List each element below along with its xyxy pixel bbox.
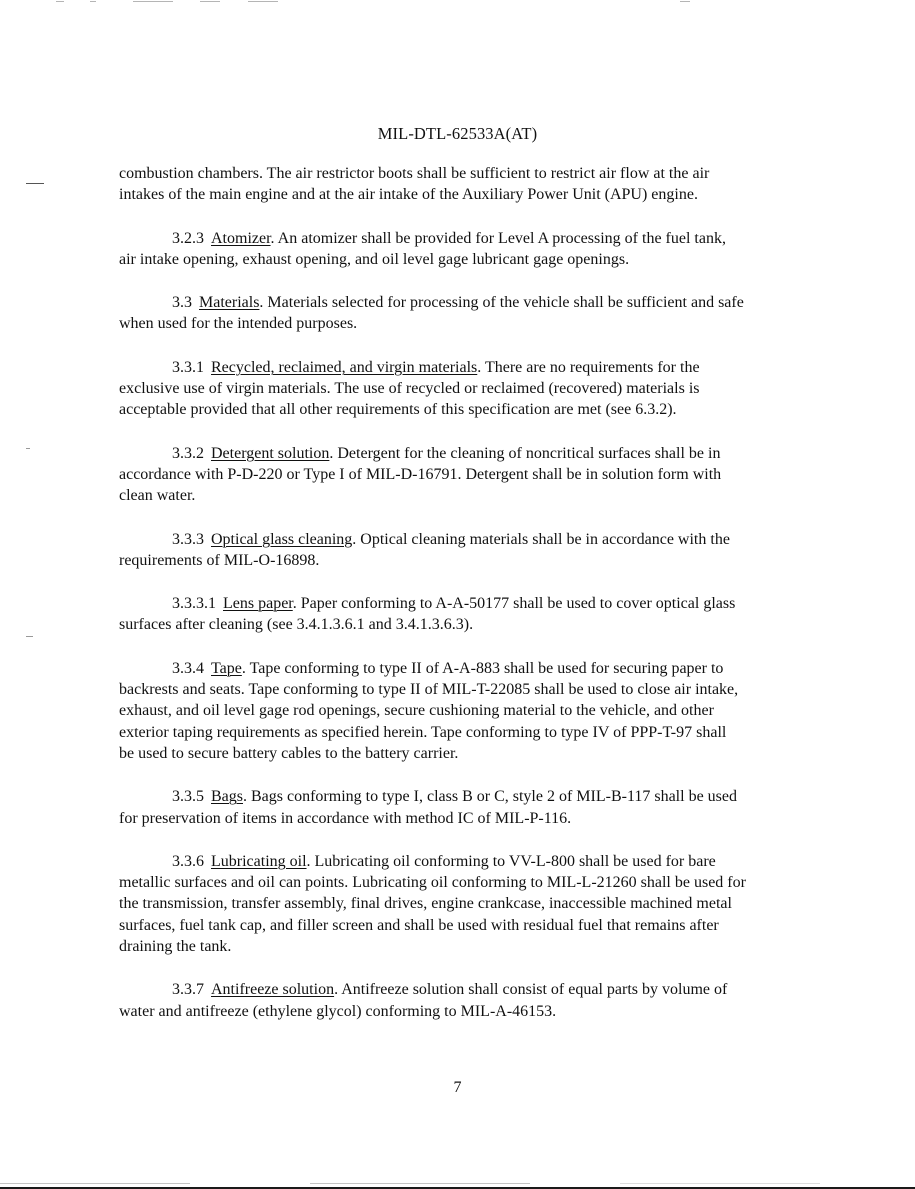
section-number: 3.3.6 (172, 852, 204, 870)
section-number: 3.3.7 (172, 981, 204, 999)
section-heading: Lubricating oil (211, 852, 307, 870)
paragraph-3-2-3 (119, 228, 829, 271)
text-line: metallic surfaces and oil can points. Lubricating oil conforming to MIL-L-21260 shall be used for (119, 874, 746, 892)
scan-artifact-top (0, 0, 915, 4)
section-number: 3.3.3 (172, 530, 204, 548)
paragraph-3-3-4 (119, 658, 829, 764)
text-line: when used for the intended purposes. (119, 315, 358, 333)
paragraph-3-3-1 (119, 357, 829, 421)
text-span: . Tape conforming to type II of A-A-883 shall be used for securing paper to (241, 659, 724, 677)
section-number: 3.3.4 (172, 659, 204, 677)
document-body (119, 163, 829, 1044)
document-header: MIL-DTL-62533A(AT) (377, 124, 538, 143)
text-span: . Detergent for the cleaning of noncritical surfaces shall be in (329, 444, 721, 462)
scan-artifact-bottom-dashes (0, 1183, 915, 1185)
text-line: exterior taping requirements as specified herein. Tape conforming to type IV of PPP-T-97 shall (119, 723, 727, 741)
margin-mark (26, 636, 33, 637)
section-heading: Lens paper (223, 595, 293, 613)
margin-mark (26, 183, 44, 184)
text-span: . There are no requirements for the (477, 358, 700, 376)
page-number: 7 (453, 1079, 462, 1096)
text-line: be used to secure battery cables to the battery carrier. (119, 744, 459, 762)
section-heading: Bags (211, 788, 243, 806)
text-line: backrests and seats. Tape conforming to type II of MIL-T-22085 shall be used to close air intake, (119, 681, 739, 699)
section-heading: Detergent solution (211, 444, 330, 462)
text-span: . Lubricating oil conforming to VV-L-800 shall be used for bare (306, 852, 716, 870)
text-line: acceptable provided that all other requirements of this specification are met (see 6.3.2). (119, 401, 677, 419)
text-span: . Bags conforming to type I, class B or C, style 2 of MIL-B-117 shall be used (243, 788, 737, 806)
text-line: surfaces after cleaning (see 3.4.1.3.6.1 and 3.4.1.3.6.3). (119, 616, 474, 634)
text-span: . Optical cleaning materials shall be in accordance with the (352, 530, 730, 548)
text-span: . Antifreeze solution shall consist of equal parts by volume of (334, 981, 728, 999)
text-line: clean water. (119, 487, 196, 505)
margin-mark (26, 448, 30, 449)
text-line: surfaces, fuel tank cap, and filler screen and shall be used with residual fuel that remains after (119, 916, 719, 934)
section-heading: Recycled, reclaimed, and virgin materials (211, 358, 478, 376)
text-line: exhaust, and oil level gage rod openings, secure cushioning material to the vehicle, and other (119, 702, 714, 720)
text-span: . Materials selected for processing of the vehicle shall be sufficient and safe (259, 294, 744, 312)
text-line: requirements of MIL-O-16898. (119, 551, 320, 569)
paragraph-continuation (119, 163, 829, 206)
section-number: 3.3.2 (172, 444, 204, 462)
paragraph-3-3-6 (119, 851, 829, 957)
section-number: 3.3.1 (172, 358, 204, 376)
section-heading: Tape (211, 659, 242, 677)
text-line: the transmission, transfer assembly, final drives, engine crankcase, inaccessible machined metal (119, 895, 732, 913)
text-line: water and antifreeze (ethylene glycol) conforming to MIL-A-46153. (119, 1002, 557, 1020)
paragraph-3-3-7 (119, 979, 829, 1022)
text-line: draining the tank. (119, 938, 232, 956)
section-heading: Antifreeze solution (211, 981, 335, 999)
section-heading: Optical glass cleaning (211, 530, 353, 548)
section-number: 3.3 (172, 294, 192, 312)
text-line: accordance with P-D-220 or Type I of MIL-D-16791. Detergent shall be in solution form with (119, 465, 722, 483)
paragraph-3-3-2 (119, 443, 829, 507)
text-span: . An atomizer shall be provided for Level A processing of the fuel tank, (270, 229, 726, 247)
text-line: air intake opening, exhaust opening, and oil level gage lubricant gage openings. (119, 250, 630, 268)
text-line: intakes of the main engine and at the air intake of the Auxiliary Power Unit (APU) engine. (119, 186, 698, 204)
section-heading: Atomizer (211, 229, 271, 247)
section-number: 3.2.3 (172, 229, 204, 247)
text-line: exclusive use of virgin materials. The use of recycled or reclaimed (recovered) materials is (119, 380, 700, 398)
text-line: for preservation of items in accordance with method IC of MIL-P-116. (119, 809, 572, 827)
paragraph-3-3-5 (119, 786, 829, 829)
text-line: combustion chambers. The air restrictor boots shall be sufficient to restrict air flow at the air (119, 165, 710, 182)
section-number: 3.3.3.1 (172, 595, 216, 613)
section-heading: Materials (199, 294, 260, 312)
paragraph-3-3 (119, 292, 829, 335)
text-span: . Paper conforming to A-A-50177 shall be used to cover optical glass (292, 595, 736, 613)
section-number: 3.3.5 (172, 788, 204, 806)
paragraph-3-3-3 (119, 529, 829, 572)
paragraph-3-3-3-1 (119, 593, 829, 636)
